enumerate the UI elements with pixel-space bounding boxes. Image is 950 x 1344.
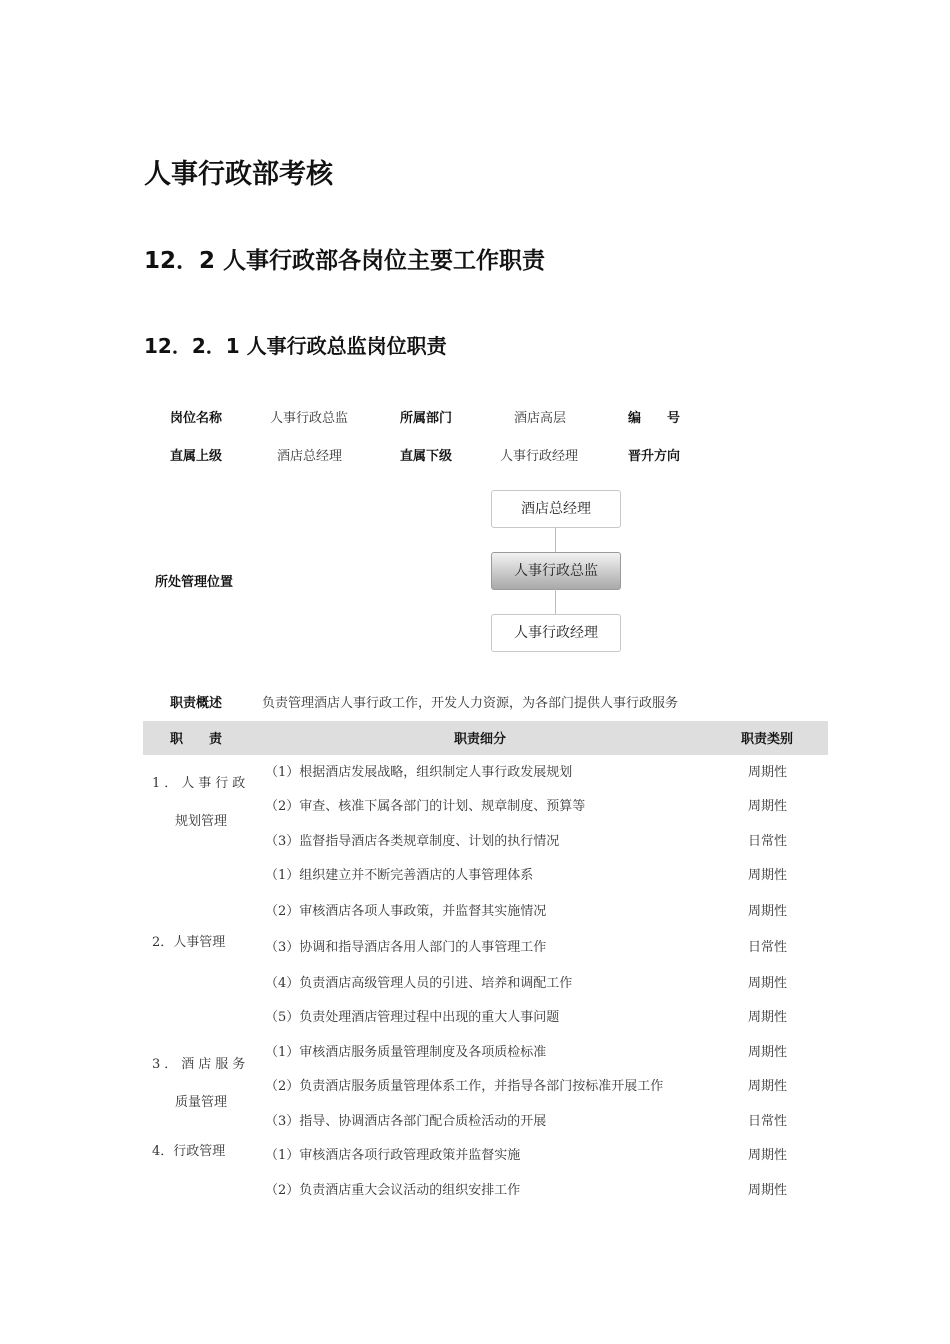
superior-label: 直属上级 — [170, 449, 223, 464]
section-heading: 12．2 人事行政部各岗位主要工作职责 — [144, 248, 546, 274]
table-row-detail: （1）组织建立并不断完善酒店的人事管理体系 — [265, 868, 534, 883]
category-label: 1．人事行政 — [152, 776, 250, 791]
table-row-type: 周期性 — [748, 1010, 788, 1025]
table-row-type: 日常性 — [748, 834, 788, 849]
table-row-type: 周期性 — [748, 1045, 788, 1060]
table-row-type: 周期性 — [748, 1148, 788, 1163]
table-row-type: 周期性 — [748, 765, 788, 780]
category-label: 2．人事管理 — [152, 935, 226, 950]
table-row-detail: （1）审核酒店服务质量管理制度及各项质检标准 — [265, 1045, 547, 1060]
subordinate-label: 直属下级 — [400, 449, 453, 464]
category-label: 质量管理 — [175, 1095, 228, 1110]
table-row-type: 周期性 — [748, 1183, 788, 1198]
table-row-type: 周期性 — [748, 1079, 788, 1094]
table-row-detail: （2）负责酒店重大会议活动的组织安排工作 — [265, 1183, 521, 1198]
table-row-type: 周期性 — [748, 868, 788, 883]
table-row-detail: （4）负责酒店高级管理人员的引进、培养和调配工作 — [265, 976, 573, 991]
table-row-detail: （1）根据酒店发展战略，组织制定人事行政发展规划 — [265, 765, 573, 780]
table-row-detail: （2）负责酒店服务质量管理体系工作，并指导各部门按标准开展工作 — [265, 1079, 664, 1094]
category-label: 3．酒店服务 — [152, 1057, 250, 1072]
promotion-label: 晋升方向 — [628, 449, 681, 464]
subordinate-value: 人事行政经理 — [500, 449, 579, 464]
header-type: 职责类别 — [741, 732, 794, 747]
org-box-current: 人事行政总监 — [491, 552, 621, 590]
category-label: 规划管理 — [175, 814, 228, 829]
table-row-detail: （2）审核酒店各项人事政策，并监督其实施情况 — [265, 904, 547, 919]
table-row-detail: （3）协调和指导酒店各用人部门的人事管理工作 — [265, 940, 547, 955]
category-label: 4．行政管理 — [152, 1144, 226, 1159]
page-title: 人事行政部考核 — [144, 159, 333, 190]
table-row-detail: （2）审查、核准下属各部门的计划、规章制度、预算等 — [265, 799, 586, 814]
header-duty: 职 责 — [170, 732, 223, 747]
summary-text: 负责管理酒店人事行政工作，开发人力资源，为各部门提供人事行政服务 — [262, 696, 679, 711]
header-detail: 职责细分 — [454, 732, 507, 747]
table-row-detail: （1）审核酒店各项行政管理政策并监督实施 — [265, 1148, 521, 1163]
position-label: 岗位名称 — [170, 411, 223, 426]
dept-label: 所属部门 — [400, 411, 453, 426]
table-row-type: 日常性 — [748, 940, 788, 955]
org-box-top: 酒店总经理 — [491, 490, 621, 528]
table-row-detail: （3）指导、协调酒店各部门配合质检活动的开展 — [265, 1114, 547, 1129]
code-label: 编 号 — [628, 411, 681, 426]
table-row-detail: （3）监督指导酒店各类规章制度、计划的执行情况 — [265, 834, 560, 849]
position-value: 人事行政总监 — [270, 411, 349, 426]
table-row-type: 日常性 — [748, 1114, 788, 1129]
table-row-type: 周期性 — [748, 799, 788, 814]
table-row-type: 周期性 — [748, 976, 788, 991]
superior-value: 酒店总经理 — [277, 449, 343, 464]
dept-value: 酒店高层 — [514, 411, 567, 426]
summary-label: 职责概述 — [170, 696, 223, 711]
org-box-bottom: 人事行政经理 — [491, 614, 621, 652]
subsection-heading: 12．2．1 人事行政总监岗位职责 — [144, 334, 447, 358]
org-connector — [555, 589, 556, 614]
org-position-label: 所处管理位置 — [155, 575, 234, 590]
table-row-type: 周期性 — [748, 904, 788, 919]
table-row-detail: （5）负责处理酒店管理过程中出现的重大人事问题 — [265, 1010, 560, 1025]
org-connector — [555, 527, 556, 552]
